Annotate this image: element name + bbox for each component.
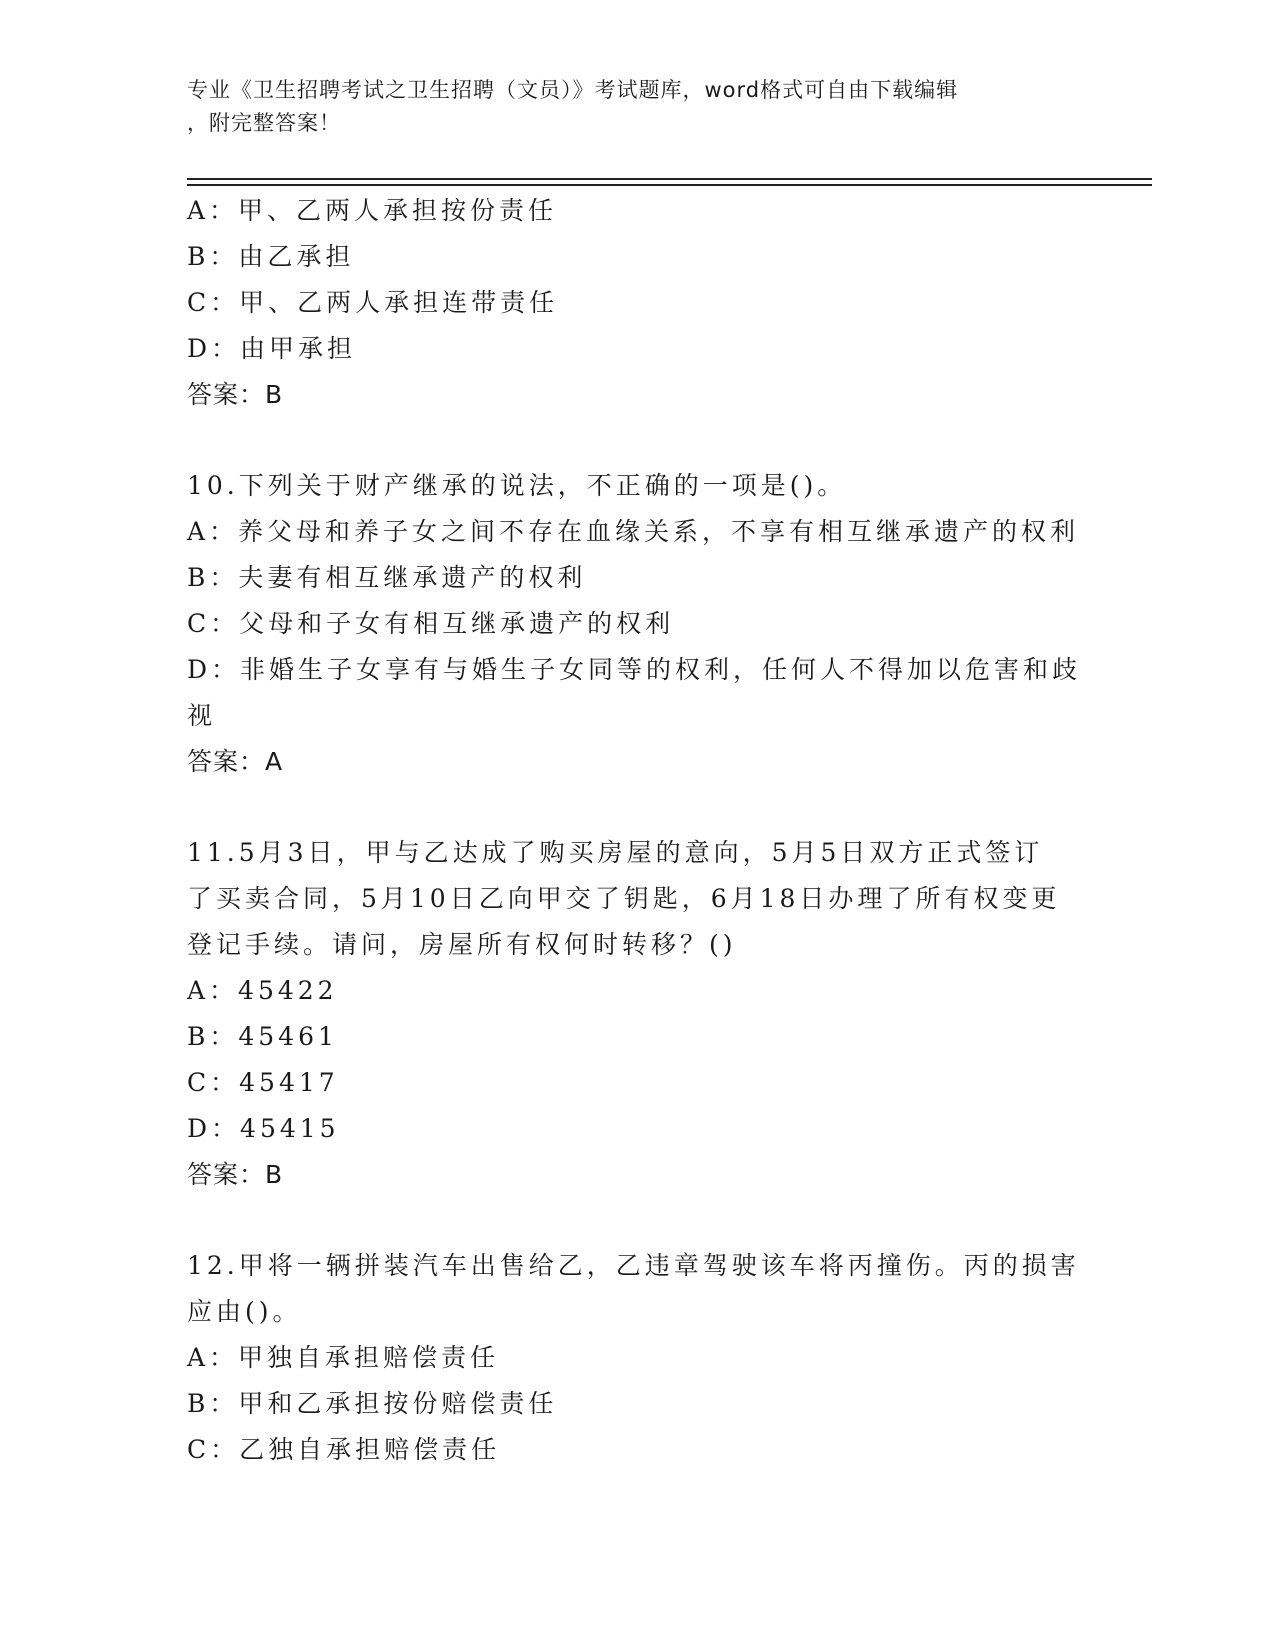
answer-line: 答案：B [187, 380, 284, 409]
option-c: C：父母和子女有相互继承遗产的权利 [187, 609, 675, 638]
question-list [187, 188, 1087, 1473]
option-b: B：45461 [187, 1022, 338, 1051]
option-c: C：甲、乙两人承担连带责任 [187, 288, 559, 317]
option-b: B：甲和乙承担按份赔偿责任 [187, 1389, 558, 1418]
option-b: B：由乙承担 [187, 242, 355, 271]
option-a: A：养父母和养子女之间不存在血缘关系，不享有相互继承遗产的权利 [187, 517, 1080, 546]
option-a: A：甲独自承担赔偿责任 [187, 1343, 500, 1372]
document-header [187, 74, 1087, 140]
question-12-block [187, 1243, 1087, 1473]
option-d: D：由甲承担 [187, 334, 357, 363]
question-stem-line-2: 了买卖合同，5月10日乙向甲交了钥匙，6月18日办理了所有权变更 [187, 884, 1061, 913]
question-stem-line-1: 11.5月3日，甲与乙达成了购买房屋的意向，5月5日双方正式签订 [187, 838, 1044, 867]
question-stem: 10.下列关于财产继承的说法，不正确的一项是()。 [187, 471, 847, 500]
question-9-block [187, 188, 1087, 418]
header-line-2: ，附完整答案！ [187, 111, 341, 135]
option-c: C：45417 [187, 1068, 339, 1097]
option-d: D：非婚生子女享有与婚生子女同等的权利，任何人不得加以危害和歧 [187, 655, 1082, 684]
question-stem-line-3: 登记手续。请问，房屋所有权何时转移？() [187, 930, 737, 959]
question-stem-line-2: 应由()。 [187, 1297, 302, 1326]
option-a: A：甲、乙两人承担按份责任 [187, 196, 558, 225]
question-10-block [187, 463, 1087, 785]
answer-line: 答案：B [187, 1160, 284, 1189]
option-d-continued: 视 [187, 701, 217, 730]
answer-line: 答案：A [187, 747, 284, 776]
option-a: A：45422 [187, 976, 338, 1005]
header-line-1: 专业《卫生招聘考试之卫生招聘（文员）》考试题库，word格式可自由下载编辑 [187, 78, 959, 102]
header-divider-bottom [187, 184, 1152, 186]
header-divider-top [187, 178, 1152, 180]
option-c: C：乙独自承担赔偿责任 [187, 1435, 501, 1464]
question-11-block [187, 830, 1087, 1198]
question-stem-line-1: 12.甲将一辆拼装汽车出售给乙，乙违章驾驶该车将丙撞伤。丙的损害 [187, 1251, 1080, 1280]
option-d: D：45415 [187, 1114, 340, 1143]
option-b: B：夫妻有相互继承遗产的权利 [187, 563, 587, 592]
